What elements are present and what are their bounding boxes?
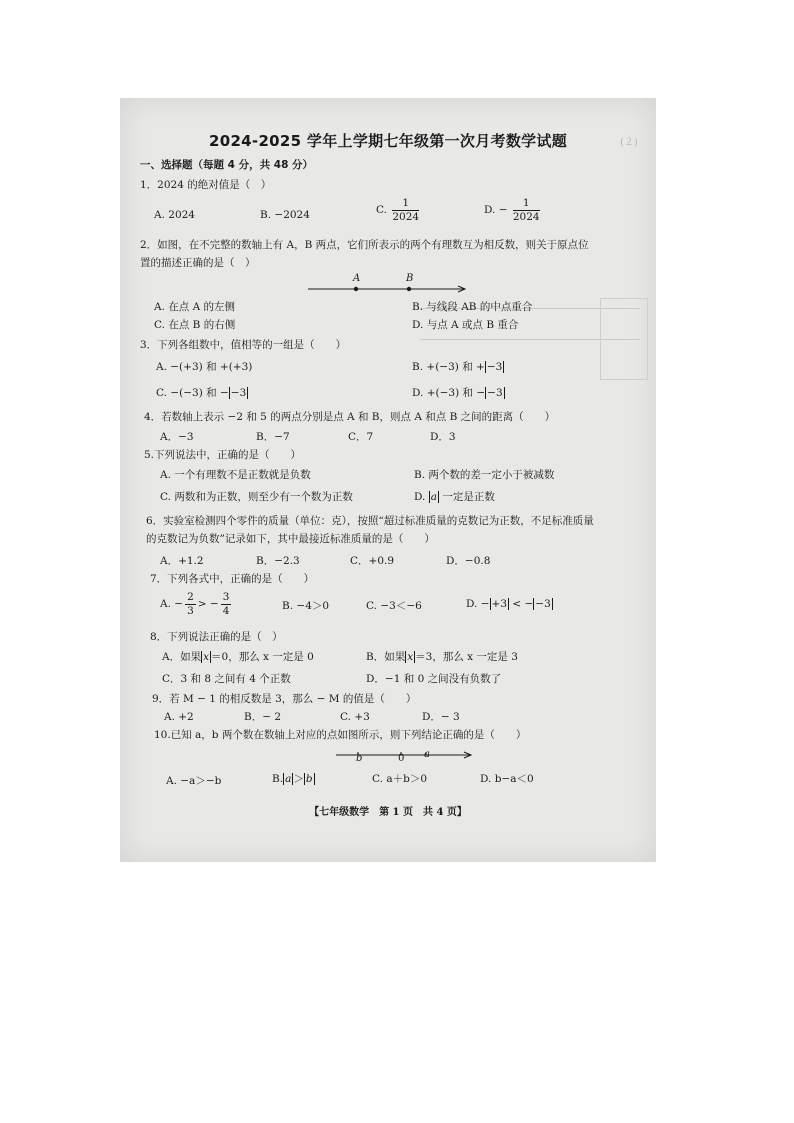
question-1-option-a: A. 2024 [154,209,195,221]
question-1-option-c: C. $\frac{1}{2024}$ [376,197,420,223]
scanned-exam-photo [120,98,656,862]
question-10-option-a: A. −a＞−b [166,775,222,787]
question-7-option-a: A. − $\frac{2}{3}$ > − $\frac{3}{4}$ [160,591,230,617]
bleed-through-text: (２) [620,137,638,148]
fraction: $\frac{1}{2024}$ [392,197,420,223]
question-6-option-a: A．+1.2 [160,555,204,567]
question-9-option-c: C. +3 [340,711,370,723]
question-8-option-a: A．如果 x ＝0，那么 x 一定是 0 [162,651,314,663]
question-1-option-b: B. −2024 [260,209,310,221]
exam-paper [120,98,656,862]
number-line-label-b: B [406,273,414,284]
bleed-through-table [600,298,648,380]
question-1-stem: 1．2024 的绝对值是（ ） [140,179,272,191]
number-line-label-a: A [353,273,361,284]
question-7-stem: 7．下列各式中，正确的是（ ） [150,573,315,585]
question-2-stem-line-2: 置的描述正确的是（ ） [140,257,256,269]
question-3-option-a: A. −(+3) 和 +(+3) [156,361,253,373]
question-9-option-b: B．− 2 [244,711,282,723]
question-8-stem: 8．下列说法正确的是（ ） [150,631,283,643]
question-4-option-d: D．3 [430,431,456,443]
question-5-option-c: C. 两数和为正数，则至少有一个数为正数 [160,491,353,503]
question-9-option-d: D．− 3 [422,711,460,723]
fraction: $\frac{3}{4}$ [222,591,230,617]
question-10-option-c: C. a＋b＞0 [372,773,427,785]
question-5-option-b: B. 两个数的差一定小于被减数 [414,469,555,481]
fraction: $\frac{1}{2024}$ [512,197,540,223]
question-6-stem-line-2: 的克数记为负数”记录如下，其中最接近标准质量的是（ ） [146,533,435,545]
question-2-stem-line-1: 2．如图，在不完整的数轴上有 A，B 两点，它们所表示的两个有理数互为相反数，则关于原点位 [140,239,589,251]
question-7-option-c: C. −3＜−6 [366,600,422,612]
section-heading: 一、选择题（每题 4 分，共 48 分） [140,159,314,171]
question-9-option-a: A. +2 [164,711,194,723]
question-4-stem: 4．若数轴上表示 −2 和 5 的两点分别是点 A 和 B，则点 A 和点 B 之间的距离（ ） [144,411,556,423]
number-line-label-b: b [356,753,363,764]
point-b-dot [407,287,411,291]
question-10-stem: 10.已知 a，b 两个数在数轴上对应的点如图所示，则下列结论正确的是（ ） [154,729,527,741]
question-4-option-a: A．−3 [160,431,194,443]
question-6-option-d: D．−0.8 [446,555,491,567]
question-10-option-d: D. b−a＜0 [480,773,534,785]
question-2-option-a: A. 在点 A 的左侧 [154,301,236,313]
question-5-stem: 5.下列说法中，正确的是（ ） [144,449,302,461]
question-7-option-b: B. −4＞0 [282,600,330,612]
question-10-option-b: B. a ＞ b [272,773,313,785]
question-8-option-d: D．−1 和 0 之间没有负数了 [366,673,502,685]
question-3-option-c: C. −(−3) 和 − −3 [156,387,247,399]
fraction: $\frac{2}{3}$ [187,591,194,617]
question-6-option-b: B．−2.3 [256,555,300,567]
exam-title: 2024-2025 学年上学期七年级第一次月考数学试题 [208,132,568,150]
page-footer: 【七年级数学 第 1 页 共 4 页】 [309,807,467,818]
number-line-label-a: a [424,749,430,760]
question-4-option-b: B．−7 [256,431,290,443]
question-5-option-d: D. a 一定是正数 [414,491,495,503]
question-1-option-d: D. − $\frac{1}{2024}$ [484,197,540,223]
question-2-option-d: D. 与点 A 或点 B 重合 [412,319,519,331]
bleed-through-text [390,164,540,174]
question-2-option-c: C. 在点 B 的右侧 [154,319,236,331]
question-8-option-b: B．如果 x ＝3，那么 x 一定是 3 [366,651,518,663]
question-2-option-b: B. 与线段 AB 的中点重合 [412,301,533,313]
question-9-stem: 9．若 M − 1 的相反数是 3，那么 − M 的值是（ ） [152,693,417,705]
question-8-option-c: C．3 和 8 之间有 4 个正数 [162,673,291,685]
question-3-stem: 3．下列各组数中，值相等的一组是（ ） [140,339,347,351]
question-3-option-d: D. +(−3) 和 − −3 [412,387,503,399]
question-2-number-line [308,286,468,292]
question-6-option-c: C．+0.9 [350,555,395,567]
number-line-label-zero: 0 [398,753,405,764]
question-6-stem-line-1: 6．实验室检测四个零件的质量（单位：克），按照“超过标准质量的克数记为正数，不足标准质量 [146,515,594,527]
question-4-option-c: C．7 [348,431,374,443]
point-a-dot [354,287,358,291]
question-3-option-b: B. +(−3) 和 + −3 [412,361,503,373]
question-5-option-a: A. 一个有理数不是正数就是负数 [160,469,311,481]
question-7-option-d: D. − +3 < − −3 [466,598,551,610]
